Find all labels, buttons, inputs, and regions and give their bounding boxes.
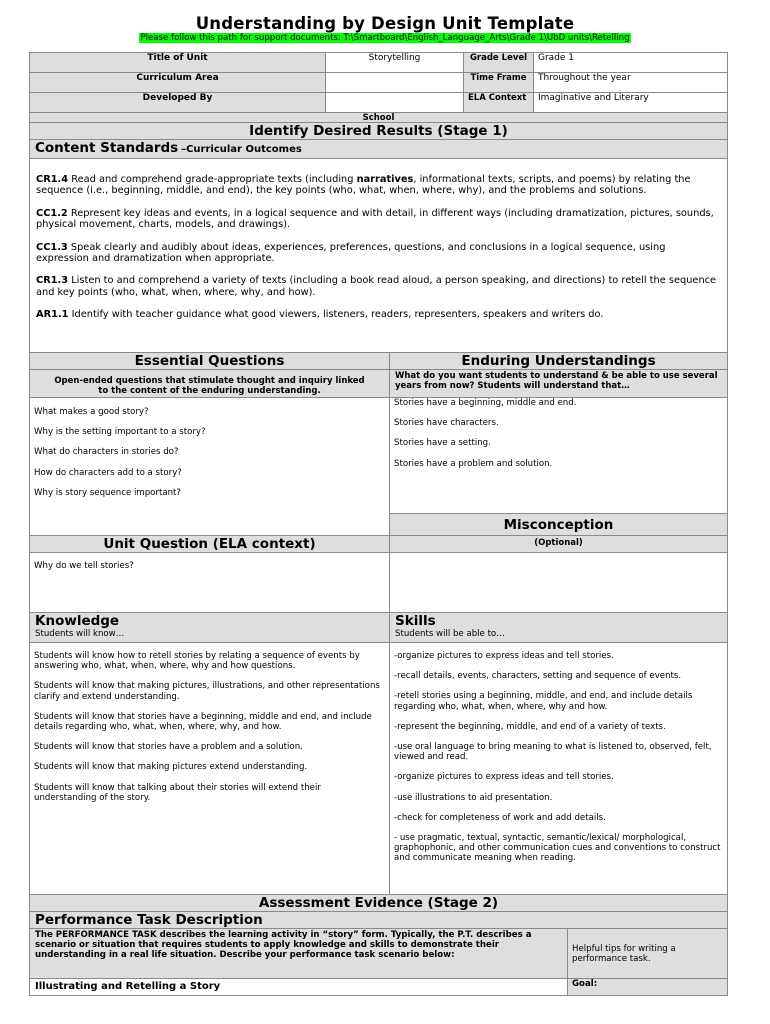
time-frame-value[interactable]: Throughout the year (534, 73, 728, 93)
enduring-understandings-sub: What do you want students to understand & be able to use several years from now? Students will understand that… (390, 370, 728, 398)
list-item: Students will know that talking about their stories will extend their understanding of the story. (34, 782, 321, 803)
curricular-outcomes-label: –Curricular Outcomes (181, 144, 302, 155)
performance-task-heading: Performance Task Description (30, 912, 728, 929)
list-item: - use pragmatic, textual, syntactic, semantic/lexical/ morphological, graphophonic, and other communication cues and conventions to construct and communicate meaning when reading. (394, 833, 721, 864)
content-standards-header (30, 140, 728, 159)
unit-question-cell[interactable] (30, 553, 390, 613)
task-title[interactable]: Illustrating and Retelling a Story (30, 979, 568, 996)
list-item: Why is story sequence important? (34, 487, 181, 498)
title-of-unit-label: Title of Unit (30, 53, 326, 73)
support-path-text: Please follow this path for support documents: T:\Smartboard\English_Language_Arts\Grade 1\UbD units\Retelling (140, 33, 630, 43)
list-item: Stories have characters. (394, 418, 499, 429)
standard-item: CC1.3 Speak clearly and audibly about ideas, experiences, preferences, questions, and conclusions in a logical sequence, using expression and dramatization when appropriate. (36, 241, 666, 265)
unit-question-heading: Unit Question (ELA context) (30, 536, 390, 553)
performance-task-tips[interactable]: Helpful tips for writing a performance task. (568, 929, 728, 979)
stage1-heading: Identify Desired Results (Stage 1) (30, 123, 728, 140)
curriculum-area-label: Curriculum Area (30, 73, 326, 93)
stage1-table (29, 122, 728, 900)
stage2-heading: Assessment Evidence (Stage 2) (30, 895, 728, 912)
unit-info-table (29, 52, 728, 124)
curriculum-area-value[interactable] (326, 73, 464, 93)
knowledge-heading: Knowledge (35, 613, 120, 629)
list-item: How do characters add to a story? (34, 467, 182, 478)
developed-by-value[interactable] (326, 93, 464, 113)
misconception-cell[interactable] (390, 553, 728, 613)
goal-label: Goal: (568, 979, 728, 996)
standard-item: CC1.2 Represent key ideas and events, in a logical sequence and with detail, in different ways (including dramatization, pictures, sounds, physical movement, charts, models, and drawings). (36, 207, 714, 231)
enduring-understandings-list[interactable] (390, 398, 728, 514)
list-item: Students will know how to retell stories by relating a sequence of events by answering who, what, when, where, why and how questions. (34, 651, 360, 672)
page-title: Understanding by Design Unit Template (195, 14, 575, 33)
list-item: -organize pictures to express ideas and tell stories. (394, 772, 614, 783)
skills-header (390, 613, 728, 643)
list-item: What makes a good story? (34, 407, 149, 417)
list-item: -use oral language to bring meaning to what is listened to, observed, felt, viewed and read. (394, 742, 712, 763)
grade-level-value[interactable]: Grade 1 (534, 53, 728, 73)
standard-item: AR1.1 Identify with teacher guidance what good viewers, listeners, readers, representers, speakers and writers do. (36, 309, 604, 321)
school-label: School (30, 113, 728, 124)
essential-questions-list[interactable] (30, 398, 390, 536)
list-item: -organize pictures to express ideas and tell stories. (394, 651, 614, 661)
standard-item: CR1.4 Read and comprehend grade-appropriate texts (including narratives, informational texts, scripts, and poems) by relating the sequence (i.e., beginning, middle, and end), the key points (who, what, when, where, why), and the problems and solutions. (36, 174, 691, 197)
knowledge-header (30, 613, 390, 643)
knowledge-sub: Students will know… (35, 629, 125, 639)
knowledge-list[interactable] (30, 643, 390, 900)
list-item: Stories have a beginning, middle and end. (394, 398, 577, 408)
content-standards-list (30, 159, 728, 353)
misconception-optional: (Optional) (390, 536, 728, 553)
standard-item: CR1.3 Listen to and comprehend a variety of texts (including a book read aloud, a person speaking, and directions) to retell the sequence and key points (who, what, when, where, why, and how). (36, 275, 717, 298)
list-item: -use illustrations to aid presentation. (394, 792, 553, 803)
list-item: -recall details, events, characters, setting and sequence of events. (394, 671, 682, 682)
skills-heading: Skills (395, 613, 436, 629)
enduring-understandings-heading: Enduring Understandings (390, 353, 728, 370)
essential-questions-sub: Open-ended questions that stimulate thought and inquiry linked to the content of the enduring understanding. (30, 370, 390, 398)
list-item: -represent the beginning, middle, and end of a variety of texts. (394, 721, 666, 732)
list-item: What do characters in stories do? (34, 447, 179, 458)
list-item: Students will know that stories have a problem and a solution. (34, 742, 303, 753)
list-item: -check for completeness of work and add details. (394, 812, 606, 823)
list-item: Stories have a setting. (394, 438, 491, 449)
list-item: Students will know that stories have a beginning, middle and end, and include details regarding who, what, when, where, why, and how. (34, 711, 372, 733)
grade-level-label: Grade Level (464, 53, 534, 73)
list-item: Students will know that making pictures extend understanding. (34, 762, 308, 773)
stage2-table (29, 894, 728, 996)
list-item: Students will know that making pictures, illustrations, and other representations clarify and extend understanding. (34, 681, 380, 702)
performance-task-description: The PERFORMANCE TASK describes the learning activity in “story” form. Typically, the P.T. describes a scenario or situation that requires students to apply knowledge and skills to demonstrate their understanding in a real life situation. Describe your performance task scenario below: (30, 929, 568, 979)
essential-questions-heading: Essential Questions (30, 353, 390, 370)
list-item: Stories have a problem and solution. (394, 458, 553, 469)
title-of-unit-value[interactable]: Storytelling (326, 53, 464, 73)
skills-sub: Students will be able to… (395, 629, 505, 639)
unit-question-text: Why do we tell stories? (34, 561, 134, 571)
content-standards-label: Content Standards (35, 140, 179, 156)
developed-by-label: Developed By (30, 93, 326, 113)
time-frame-label: Time Frame (464, 73, 534, 93)
misconception-heading: Misconception (390, 514, 728, 536)
skills-list[interactable] (390, 643, 728, 900)
support-path (0, 33, 770, 43)
ela-context-value[interactable]: Imaginative and Literary (534, 93, 728, 113)
list-item: Why is the setting important to a story? (34, 427, 206, 438)
list-item: -retell stories using a beginning, middle, and end, and include details regarding who, what, when, where, why and how. (394, 691, 693, 712)
ela-context-label: ELA Context (464, 93, 534, 113)
